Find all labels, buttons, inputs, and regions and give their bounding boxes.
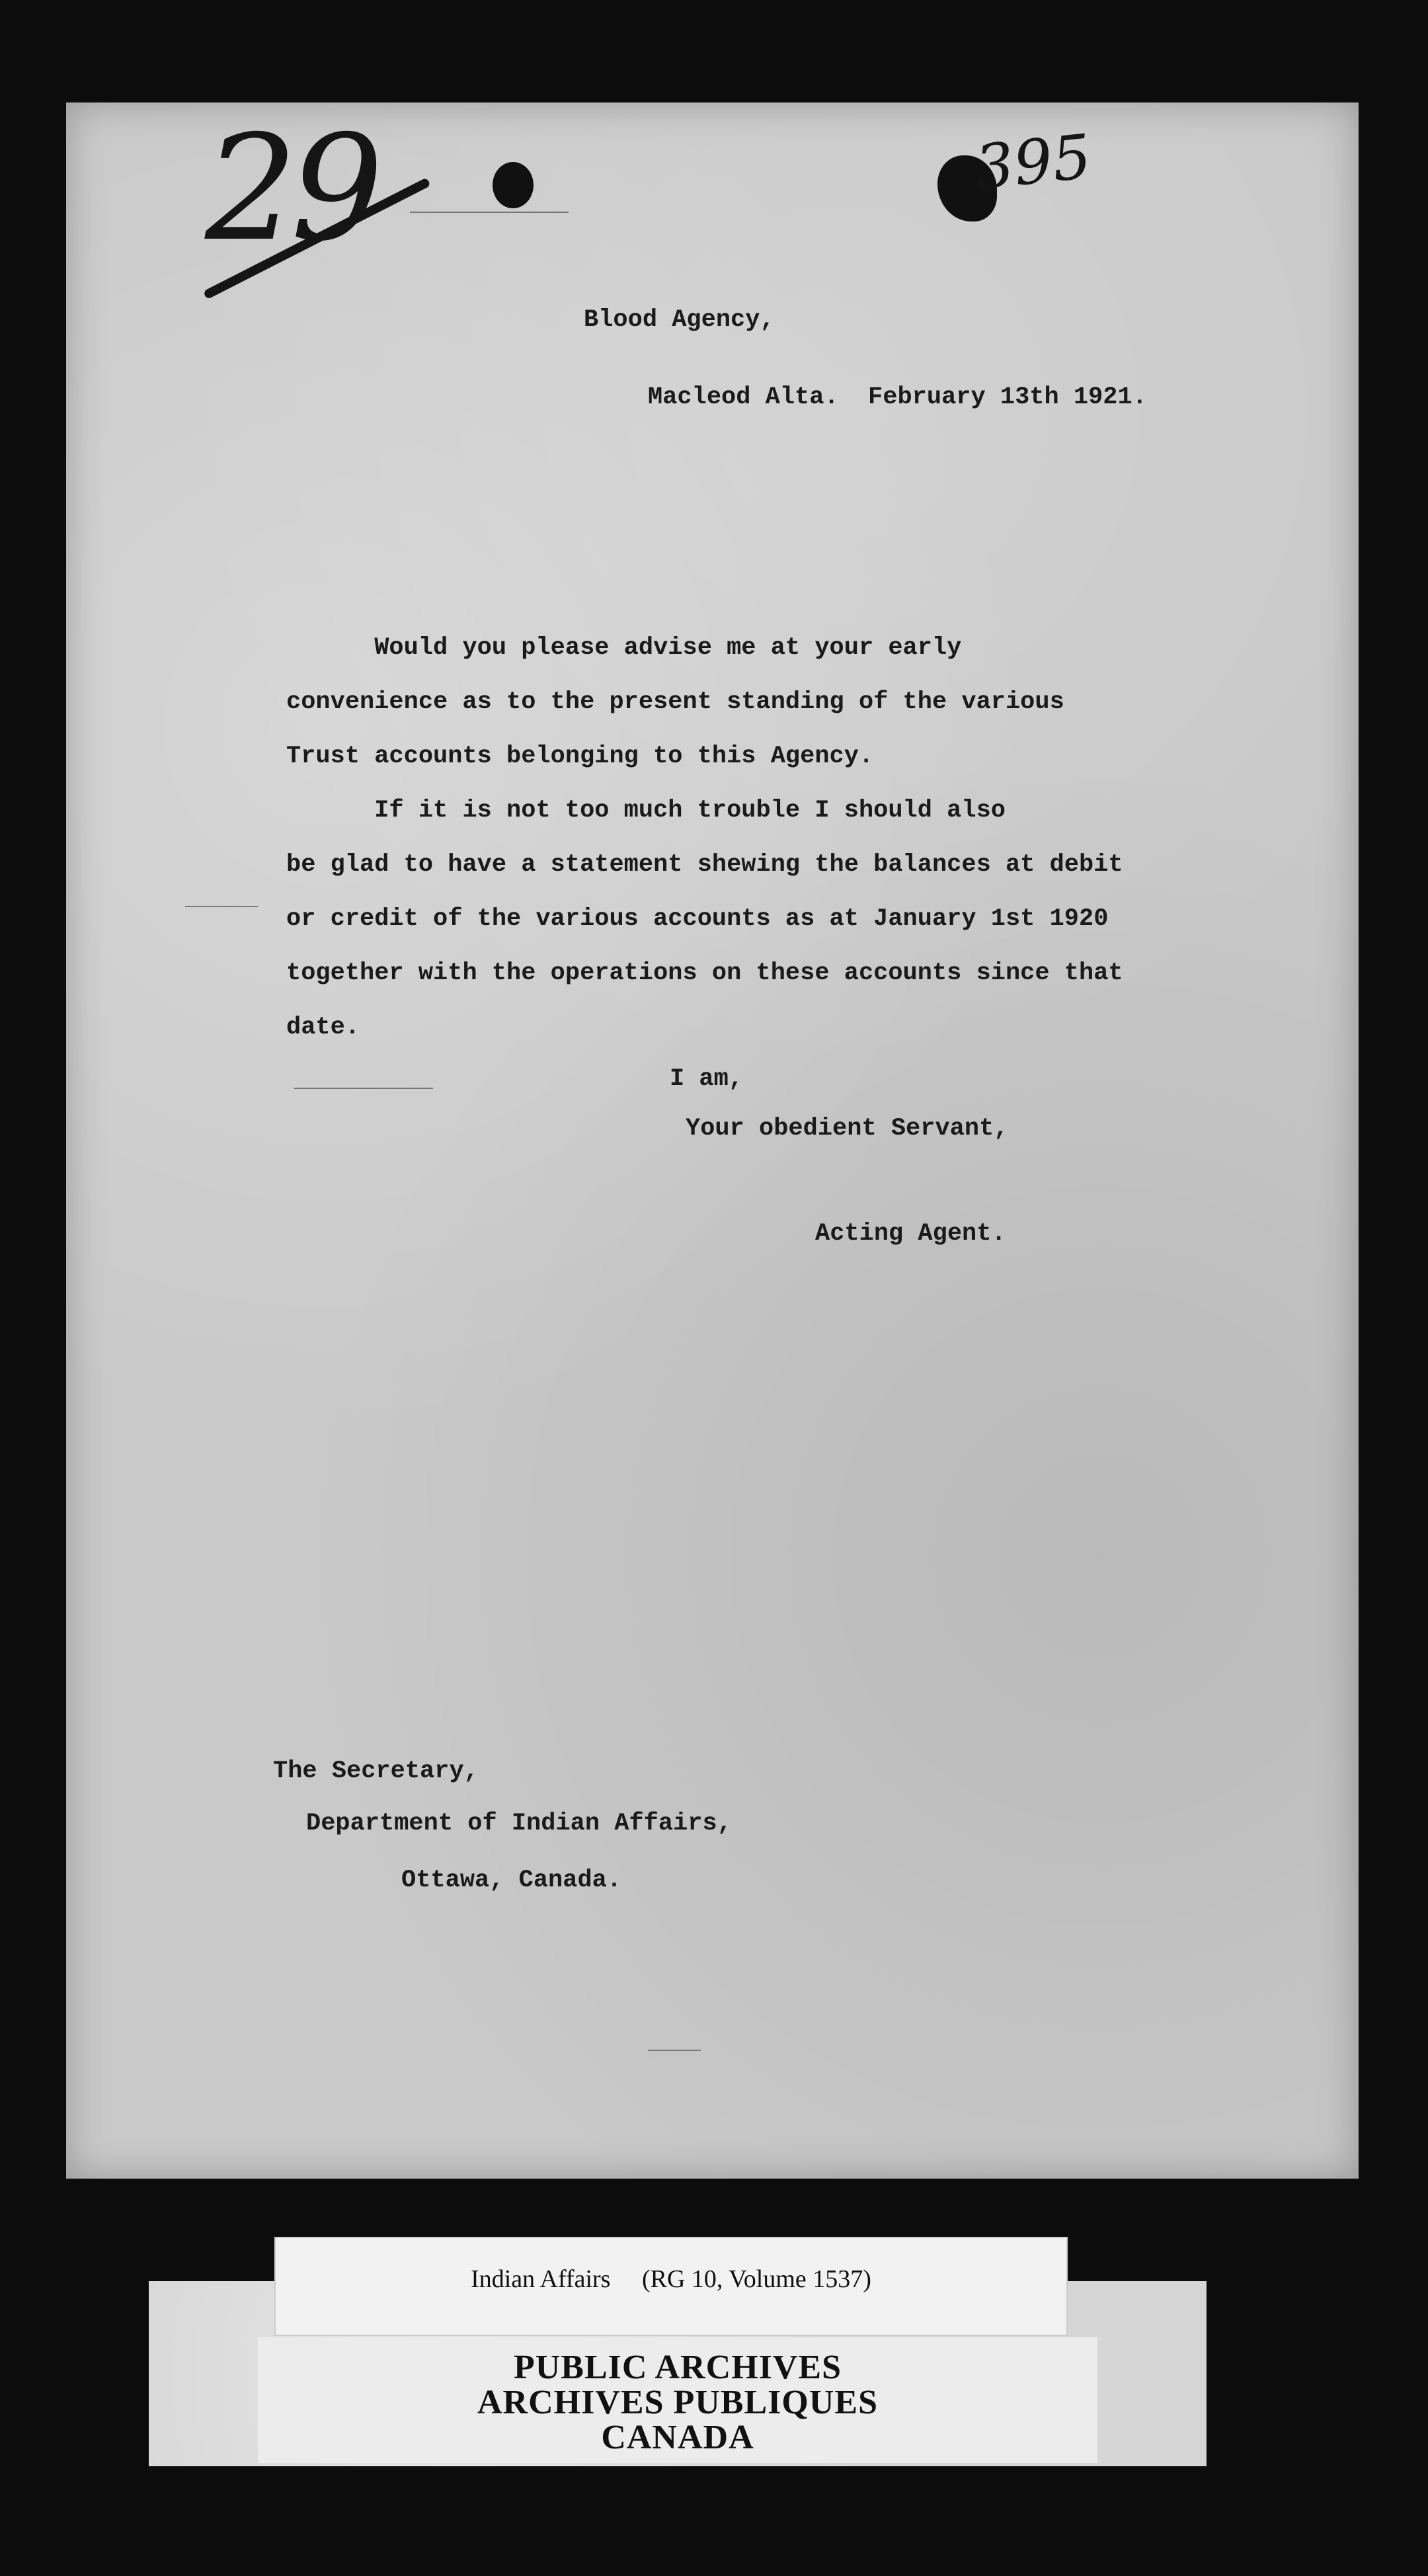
letter-body-line: convenience as to the present standing of the various: [286, 688, 1064, 716]
stamp-line: CANADA: [601, 2419, 754, 2456]
letter-closing: Your obedient Servant,: [686, 1115, 1009, 1143]
letter-body-line: or credit of the various accounts as at January 1st 1920: [286, 905, 1109, 933]
letter-body-line: Would you please advise me at your early: [286, 634, 962, 662]
divider: [410, 212, 569, 213]
stamp-line: PUBLIC ARCHIVES: [513, 2349, 842, 2386]
divider: [185, 906, 258, 907]
punch-hole: [493, 162, 534, 208]
letter-body-line: date.: [286, 1014, 360, 1041]
archive-label: [274, 2237, 1068, 2336]
archive-label-text: Indian Affairs (RG 10, Volume 1537): [471, 2265, 871, 2293]
addressee-line: Department of Indian Affairs,: [306, 1810, 732, 1837]
divider: [294, 1088, 433, 1089]
letter-header-agency: Blood Agency,: [584, 306, 775, 334]
addressee-line: The Secretary,: [273, 1757, 479, 1785]
letter-signature-title: Acting Agent.: [815, 1220, 1006, 1248]
letter-header-place-date: Macleod Alta. February 13th 1921.: [648, 383, 1147, 411]
letter-body-line: If it is not too much trouble I should also: [286, 797, 1006, 825]
divider: [648, 2050, 701, 2051]
letter-closing: I am,: [670, 1065, 744, 1093]
handwritten-folio-number: 29: [205, 104, 377, 273]
addressee-line: Ottawa, Canada.: [401, 1867, 622, 1894]
stamp-line: ARCHIVES PUBLIQUES: [477, 2384, 879, 2421]
letter-body-line: be glad to have a statement shewing the balances at debit: [286, 851, 1123, 879]
handwritten-page-number: 395: [971, 121, 1095, 204]
letter-body-line: together with the operations on these accounts since that: [286, 959, 1123, 987]
letter-body-line: Trust accounts belonging to this Agency.: [286, 743, 874, 770]
